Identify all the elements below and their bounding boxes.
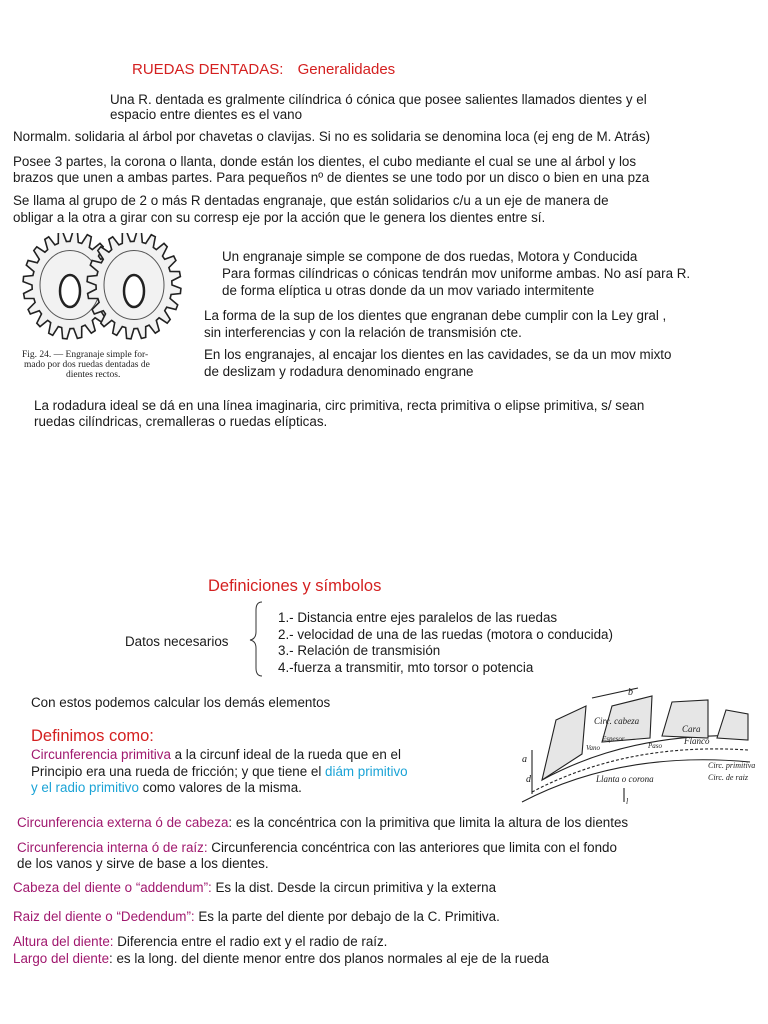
engranaje-p2-line2: sin interferencias y con la relación de transmisión cte.	[204, 325, 522, 340]
intro-p2: Normalm. solidaria al árbol por chavetas o clavijas. Si no es solidaria se denomina loca (ej eng de M. Atrás)	[13, 129, 651, 144]
intro-p4-line1: Se llama al grupo de 2 o más R dentadas engranaje, que están solidarios c/u a un eje de manera de	[13, 193, 609, 208]
definition-1-line-1	[31, 746, 401, 763]
term-text: Es la parte del diente por debajo de la C. Primitiva.	[194, 909, 500, 924]
term-text: Es la dist. Desde la circun primitiva y la externa	[211, 880, 497, 895]
term-name: Raiz del diente o “Dedendum”:	[13, 909, 195, 924]
datos-brace	[246, 600, 266, 678]
definition-4-line-1	[13, 879, 496, 896]
label-primitiva: Circ. primitiva	[708, 761, 756, 770]
definition-7-line-1	[13, 950, 549, 967]
fig24-caption-line2: mado por dos ruedas dentadas de	[24, 360, 150, 370]
gear-right-hub	[124, 275, 144, 307]
definition-3-line-2	[17, 855, 269, 872]
intro-p4-line2: obligar a la otra a girar con su corresp eje por la acción que le genera los dientes entre sí.	[13, 210, 546, 225]
definition-1-line-3	[31, 779, 302, 796]
fig24-caption-line3: dientes rectos.	[66, 370, 121, 380]
engranaje-p3-line1: En los engranajes, al encajar los dientes en las cavidades, se da un mov mixto	[204, 347, 672, 362]
intro-p1-line1: Una R. dentada es gralmente cilíndrica ó cónica que posee salientes llamados dientes y el	[110, 92, 647, 107]
definition-3-line-1	[17, 839, 617, 856]
label-llanta: Llanta o corona	[596, 774, 654, 784]
term-text: : es la long. del diente menor entre dos planos normales al eje de la rueda	[109, 951, 549, 966]
page-title	[132, 61, 395, 78]
gear-left-hub	[60, 275, 80, 307]
fig24-caption-line1: Fig. 24. — Engranaje simple for-	[22, 350, 149, 360]
spur-gears-figure	[18, 233, 190, 383]
term-name: Cabeza del diente o “addendum”:	[13, 880, 212, 895]
label-a: a	[522, 754, 527, 765]
calc-text: Con estos podemos calcular los demás elementos	[31, 695, 331, 710]
title-main: RUEDAS DENTADAS:	[132, 61, 284, 78]
label-raiz: Circ. de raiz	[708, 773, 748, 782]
definimos-heading: Definimos como:	[31, 727, 154, 745]
label-l: l	[626, 797, 629, 806]
intro-p3-line2: brazos que unen a ambas partes. Para pequeños nº de dientes se une todo por un disco o bien en una pza	[13, 170, 650, 185]
rodadura-line1: La rodadura ideal se dá en una línea imaginaria, circ primitiva, recta primitiva o elipse primitiva, s/ sean	[34, 398, 645, 413]
term-text: Diferencia entre el radio ext y el radio de raíz.	[113, 934, 388, 949]
label-espesor: Espesor	[602, 735, 625, 743]
label-vano: Vano	[586, 744, 600, 752]
term-highlight: diám primitivo	[325, 764, 408, 779]
term-name: Circunferencia primitiva	[31, 747, 171, 762]
definition-1-line-2	[31, 763, 408, 780]
engranaje-p2-line1: La forma de la sup de los dientes que engranan debe cumplir con la Ley gral ,	[204, 308, 667, 323]
term-text: Circunferencia concéntrica con las anteriores que limita con el fondo	[207, 840, 617, 855]
term-name: Largo del diente	[13, 951, 110, 966]
label-flanco: Flanco	[684, 736, 710, 746]
tooth-nomenclature-figure	[512, 684, 758, 806]
intro-p3-line1: Posee 3 partes, la corona o llanta, donde están los dientes, el cubo mediante el cual se une al árbol y los	[13, 154, 637, 169]
rodadura-line2: ruedas cilíndricas, cremalleras o ruedas elípticas.	[34, 414, 328, 429]
term-text: de los vanos y sirve de base a los dientes.	[17, 856, 269, 871]
label-cabeza: Circ. cabeza	[594, 716, 640, 726]
term-text: : es la concéntrica con la primitiva que limita la altura de los dientes	[228, 815, 629, 830]
definition-2-line-1	[17, 814, 628, 831]
definition-6-line-1	[13, 933, 387, 950]
dato-1: 1.- Distancia entre ejes paralelos de las ruedas	[278, 610, 558, 625]
dato-3: 3.- Relación de transmisión	[278, 643, 441, 658]
tooth-4	[717, 710, 748, 740]
title-sub: Generalidades	[297, 61, 396, 78]
engranaje-p3-line2: de deslizam y rodadura denominado engrane	[204, 364, 474, 379]
dato-4: 4.-fuerza a transmitir, mto torsor o potencia	[278, 660, 534, 675]
term-text: Principio era una rueda de fricción; y que tiene el	[31, 764, 326, 779]
engranaje-p1-line1: Un engranaje simple se compone de dos ruedas, Motora y Conducida	[222, 249, 638, 264]
term-name: Circunferencia externa ó de cabeza	[17, 815, 229, 830]
label-b: b	[628, 687, 633, 698]
term-name: Circunferencia interna ó de raíz:	[17, 840, 208, 855]
dato-2: 2.- velocidad de una de las ruedas (motora o conducida)	[278, 627, 613, 642]
engranaje-p1-line2: Para formas cilíndricas o cónicas tendrán mov uniforme ambas. No así para R.	[222, 266, 691, 281]
intro-p1-line2: espacio entre dientes es el vano	[110, 107, 303, 122]
term-name: Altura del diente:	[13, 934, 114, 949]
definition-5-line-1	[13, 908, 500, 925]
label-d: d	[526, 774, 531, 785]
term-highlight: y el radio primitivo	[31, 780, 139, 795]
label-cara: Cara	[682, 724, 701, 734]
definiciones-heading: Definiciones y símbolos	[208, 577, 382, 595]
label-paso: Paso	[648, 742, 662, 750]
datos-label: Datos necesarios	[125, 634, 229, 649]
engranaje-p1-line3: de forma elíptica u otras donde da un mov variado intermitente	[222, 283, 595, 298]
term-text: a la circunf ideal de la rueda que en el	[170, 747, 401, 762]
term-text: como valores de la misma.	[138, 780, 302, 795]
